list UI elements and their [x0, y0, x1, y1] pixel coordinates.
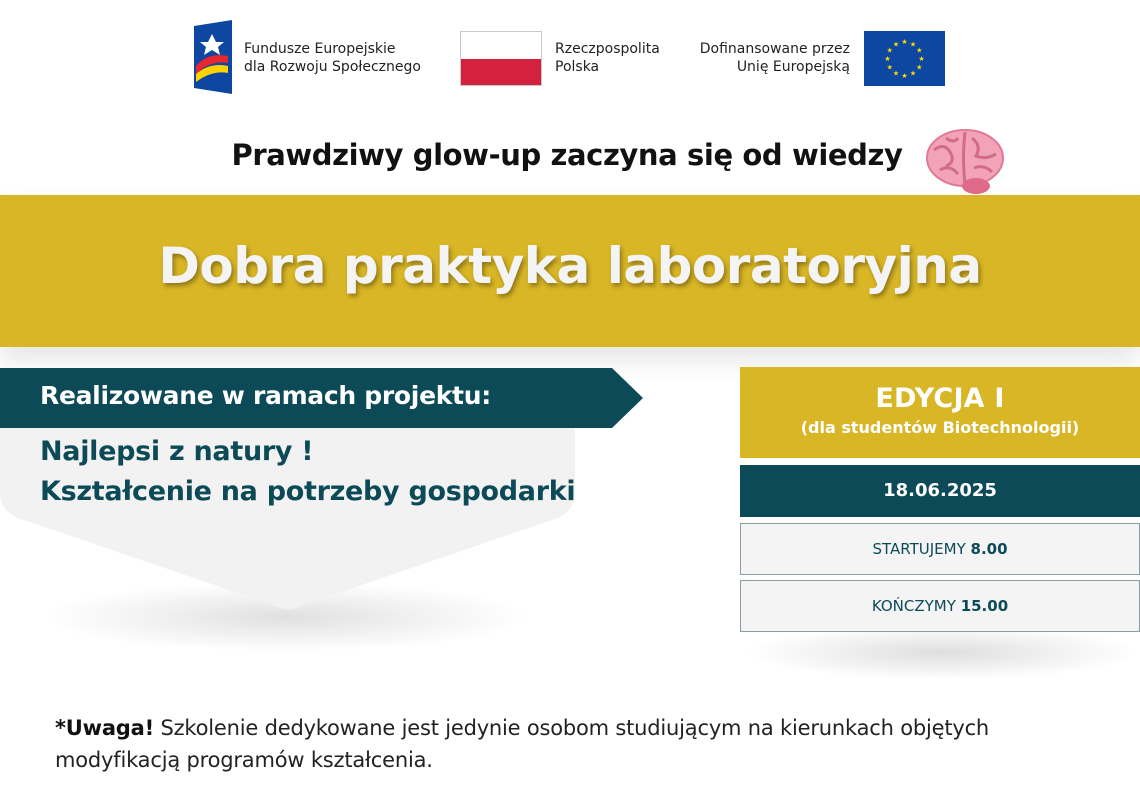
edition-date: 18.06.2025 [883, 480, 997, 501]
eu-star-icon: ★ [916, 63, 923, 72]
project-name-line-2: Kształcenie na potrzeby gospodarki [40, 476, 576, 507]
eu-flag-icon [864, 31, 945, 86]
end-time-box [740, 580, 1140, 632]
edition-title-box [740, 367, 1140, 458]
page-title: Dobra praktyka laboratoryjna [158, 237, 982, 295]
eu-star-icon: ★ [892, 69, 900, 78]
eu-star-icon: ★ [884, 55, 891, 63]
logos-bar [0, 18, 1140, 98]
start-time-box [740, 523, 1140, 575]
note-label: *Uwaga! [55, 716, 154, 740]
title-banner [0, 195, 1140, 347]
eu-star-icon: ★ [909, 69, 917, 78]
eu-logo-text [700, 40, 850, 76]
tagline-text: Prawdziwy glow-up zaczyna się od wiedzy [231, 138, 903, 172]
eu-star-icon: ★ [886, 63, 893, 72]
fe-logo-text [244, 40, 421, 76]
project-name-line-1: Najlepsi z natury ! [40, 436, 314, 467]
start-label: STARTUJEMY [872, 540, 966, 558]
eu-star-icon: ★ [892, 40, 900, 49]
edition-subtitle: (dla studentów Biotechnologii) [800, 418, 1080, 437]
pl-logo-text [555, 40, 660, 76]
pl-line-1: Rzeczpospolita [555, 41, 660, 57]
edition-panel-shadow [745, 625, 1140, 680]
pl-line-2: Polska [555, 59, 600, 75]
end-time: 15.00 [960, 597, 1009, 615]
end-label: KOŃCZYMY [871, 597, 956, 615]
note-text: Szkolenie dedykowane jest jedynie osobom studiującym na kierunkach objętych modyfikacją programów kształcenia. [55, 716, 990, 772]
edition-title: EDYCJA I [875, 383, 1005, 414]
eu-star-icon: ★ [909, 40, 917, 49]
eu-star-icon: ★ [916, 46, 923, 55]
fe-line-2: dla Rozwoju Społecznego [244, 59, 421, 75]
eu-line-1: Dofinansowane przez [699, 41, 850, 57]
poland-flag-icon [460, 31, 542, 86]
eu-star-icon: ★ [886, 46, 893, 55]
eu-star-icon: ★ [901, 72, 908, 80]
brain-icon [924, 124, 1006, 196]
start-time: 8.00 [970, 540, 1008, 558]
eu-line-2: Unię Europejską [736, 59, 850, 75]
note [55, 712, 1095, 776]
fe-line-1: Fundusze Europejskie [244, 41, 396, 57]
project-header-label: Realizowane w ramach projektu: [40, 381, 491, 410]
eu-star-icon: ★ [918, 55, 925, 63]
fundusze-europejskie-logo-icon [194, 20, 232, 94]
edition-date-box [740, 465, 1140, 517]
eu-star-icon: ★ [901, 38, 908, 46]
